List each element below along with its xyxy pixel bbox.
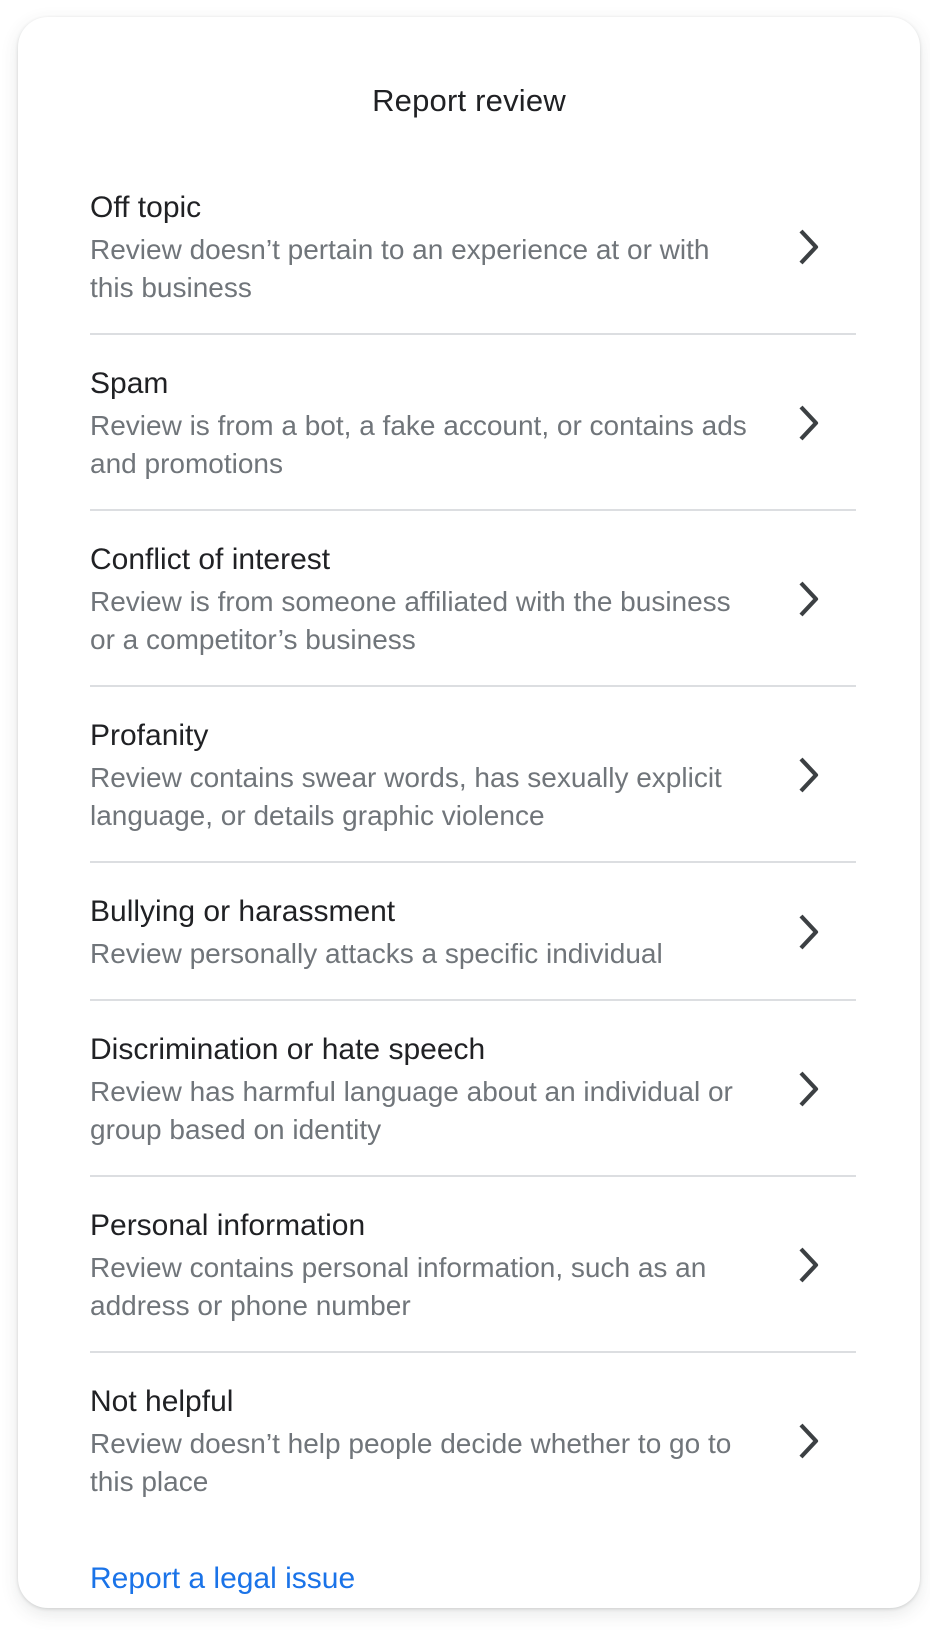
chevron-right-icon bbox=[798, 1246, 820, 1284]
reason-text bbox=[90, 363, 798, 483]
reason-description: Review personally attacks a specific individual bbox=[90, 938, 663, 969]
reason-title: Profanity bbox=[90, 719, 209, 752]
reason-description: Review doesn’t help people decide whether to go to this place bbox=[90, 1428, 732, 1497]
reason-text bbox=[90, 539, 798, 659]
dialog-title: Report review bbox=[372, 83, 566, 118]
reason-text bbox=[90, 891, 798, 973]
report-review-dialog bbox=[18, 17, 920, 1608]
reason-title: Not helpful bbox=[90, 1385, 234, 1418]
reason-text bbox=[90, 715, 798, 835]
report-reason-item-discrimination[interactable] bbox=[90, 1001, 856, 1177]
chevron-right-icon bbox=[798, 1070, 820, 1108]
reason-title: Conflict of interest bbox=[90, 543, 331, 576]
report-legal-issue-link[interactable]: Report a legal issue bbox=[90, 1562, 356, 1595]
chevron-right-icon bbox=[798, 913, 820, 951]
report-reason-item-personal-information[interactable] bbox=[90, 1177, 856, 1353]
reason-text bbox=[90, 187, 798, 307]
reason-description: Review contains swear words, has sexually explicit language, or details graphic violence bbox=[90, 762, 722, 831]
report-reason-item-conflict-of-interest[interactable] bbox=[90, 511, 856, 687]
chevron-right-icon bbox=[798, 1422, 820, 1460]
reason-title: Bullying or harassment bbox=[90, 895, 396, 928]
chevron-right-icon bbox=[798, 228, 820, 266]
reason-text bbox=[90, 1381, 798, 1501]
report-reason-item-not-helpful[interactable] bbox=[90, 1353, 856, 1527]
reason-description: Review is from someone affiliated with the business or a competitor’s business bbox=[90, 586, 731, 655]
reason-title: Spam bbox=[90, 367, 169, 400]
reason-title: Off topic bbox=[90, 191, 202, 224]
chevron-right-icon bbox=[798, 756, 820, 794]
reason-title: Discrimination or hate speech bbox=[90, 1033, 486, 1066]
reason-description: Review has harmful language about an individual or group based on identity bbox=[90, 1076, 733, 1145]
reason-text bbox=[90, 1029, 798, 1149]
report-reason-item-spam[interactable] bbox=[90, 335, 856, 511]
chevron-right-icon bbox=[798, 580, 820, 618]
reason-description: Review is from a bot, a fake account, or contains ads and promotions bbox=[90, 410, 747, 479]
reason-description: Review contains personal information, such as an address or phone number bbox=[90, 1252, 707, 1321]
reason-title: Personal information bbox=[90, 1209, 366, 1242]
reason-text bbox=[90, 1205, 798, 1325]
reason-description: Review doesn’t pertain to an experience at or with this business bbox=[90, 234, 710, 303]
chevron-right-icon bbox=[798, 404, 820, 442]
report-reason-item-profanity[interactable] bbox=[90, 687, 856, 863]
report-reason-item-bullying[interactable] bbox=[90, 863, 856, 1001]
report-reason-item-off-topic[interactable] bbox=[90, 159, 856, 335]
report-reason-list bbox=[90, 159, 856, 1527]
